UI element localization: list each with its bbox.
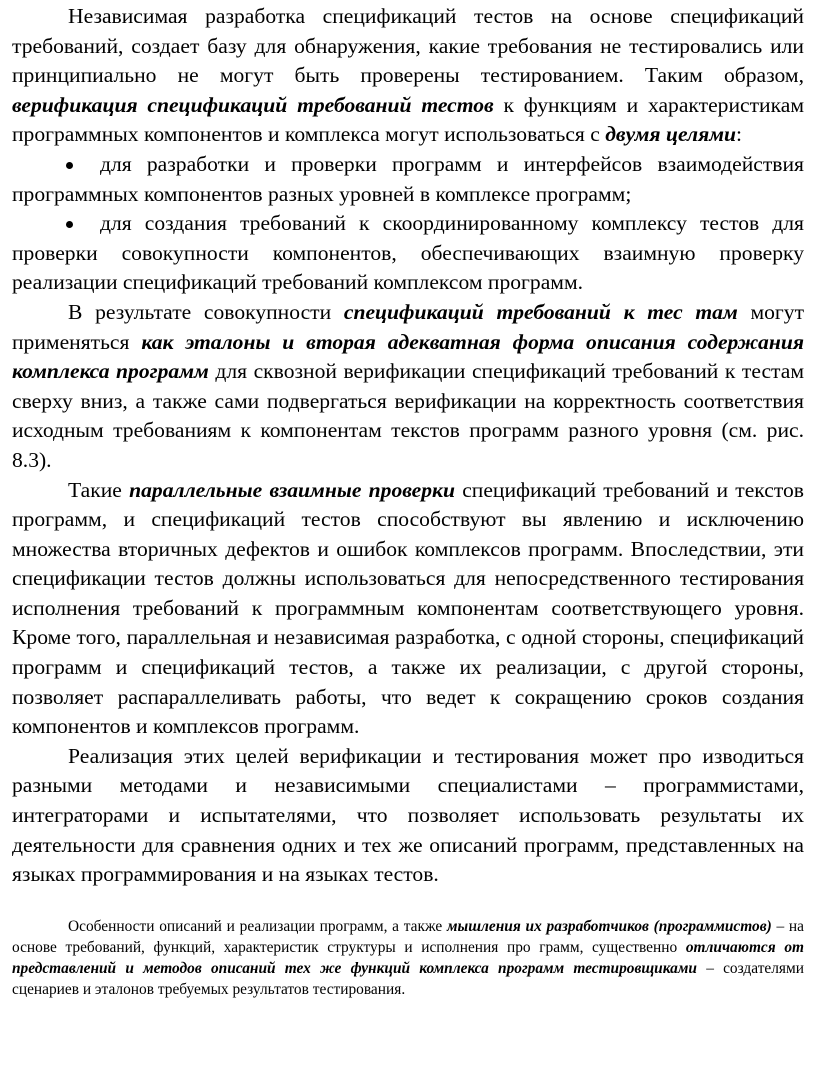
paragraph-4-text: Реализация этих целей верификации и тестирования может про изводиться разными методами и независимыми специалистами – программистами, интеграторами и испытателями, что позволяет использовать результаты их деятельности для сравнения одних и тех же описаний программ, представленных на языках программирования и на языках тестов. — [12, 743, 804, 887]
main-text — [12, 2, 804, 890]
paragraph-2-emphasis-b: как эталоны и вторая адекватная форма описания содержания комплекса программ — [12, 329, 804, 384]
paragraph-1 — [12, 2, 804, 150]
bullet-item-1-text: для разработки и проверки программ и интерфейсов взаимодействия программных компонентов разных уровней в комплексе программ; — [12, 151, 804, 206]
bullet-item-2-text: для создания требований к скоординированному комплексу тестов для проверки совокупности компонентов, обеспечивающих взаимную проверку реализации спецификаций требований комплексом программ. — [12, 211, 804, 295]
bullet-item-2 — [12, 209, 804, 298]
paragraph-2-text-c: для сквозной верификации спецификаций требований к тестам сверху вниз, а также сами подвергаться верификации на корректность соответствия исходным требованиям к компонентам текстов программ разного уровня (см. рис. 8.3). — [12, 359, 804, 472]
bullet-dot-icon — [66, 221, 73, 228]
paragraph-2-text-b: могут применяться — [12, 299, 805, 354]
paragraph-3-text-a: Такие — [68, 477, 130, 502]
paragraph-1-text-b: к функциям и характеристикам программных компонентов и комплекса могут использоваться с — [12, 92, 805, 147]
footnote-text-a: Особенности описаний и реализации программ, а также — [68, 917, 447, 935]
document-page — [12, 2, 804, 1001]
paragraph-3-text-b: спецификаций требований и текстов программ, и спецификаций тестов способствуют вы явлению и исключению множества вторичных дефектов и ошибок комплексов программ. Впоследствии, эти спецификации тестов должны использоваться для непосредственного тестирования исполнения требований к программным компонентам соответствующего уровня. Кроме того, параллельная и независимая разработка, с одной стороны, спецификаций программ и спецификаций тестов, а также их реализации, с другой стороны, позволяет распараллеливать работы, что ведет к сокращению сроков создания компонентов и комплексов программ. — [12, 477, 804, 739]
paragraph-1-emphasis-a: верификация спецификаций требований тестов — [12, 92, 494, 117]
paragraph-2-text-a: В результате совокупности — [68, 299, 344, 324]
footnote-paragraph — [12, 916, 804, 1001]
footnote-text-b: – на основе требований, функций, характеристик структуры и исполнения про грамм, существенно — [12, 917, 804, 957]
footnote-block — [12, 916, 804, 1001]
bullet-item-1 — [12, 150, 804, 209]
paragraph-3-emphasis-a: параллельные взаимные проверки — [129, 477, 455, 502]
paragraph-2 — [12, 298, 804, 476]
paragraph-1-text-c: : — [736, 122, 743, 147]
paragraph-1-text-a: Независимая разработка спецификаций тестов на основе спецификаций требований, создает базу для обнаружения, какие требования не тестировались или принципиально не могут быть проверены тестированием. Таким образом, — [12, 4, 804, 88]
paragraph-2-emphasis-a: спецификаций требований к тес там — [343, 299, 738, 324]
footnote-emphasis-a: мышления их разработчиков (программистов) — [446, 917, 772, 935]
paragraph-3 — [12, 476, 804, 742]
footnote-emphasis-b: отличаются от представлений и методов описаний тех же функций комплекса программ тестировщиками — [12, 939, 804, 978]
paragraph-1-emphasis-b: двумя целями — [605, 122, 737, 147]
footnote-text-c: – создателями сценариев и эталонов требуемых результатов тестирования. — [12, 960, 804, 999]
paragraph-4 — [12, 742, 804, 890]
bullet-dot-icon — [66, 162, 73, 169]
